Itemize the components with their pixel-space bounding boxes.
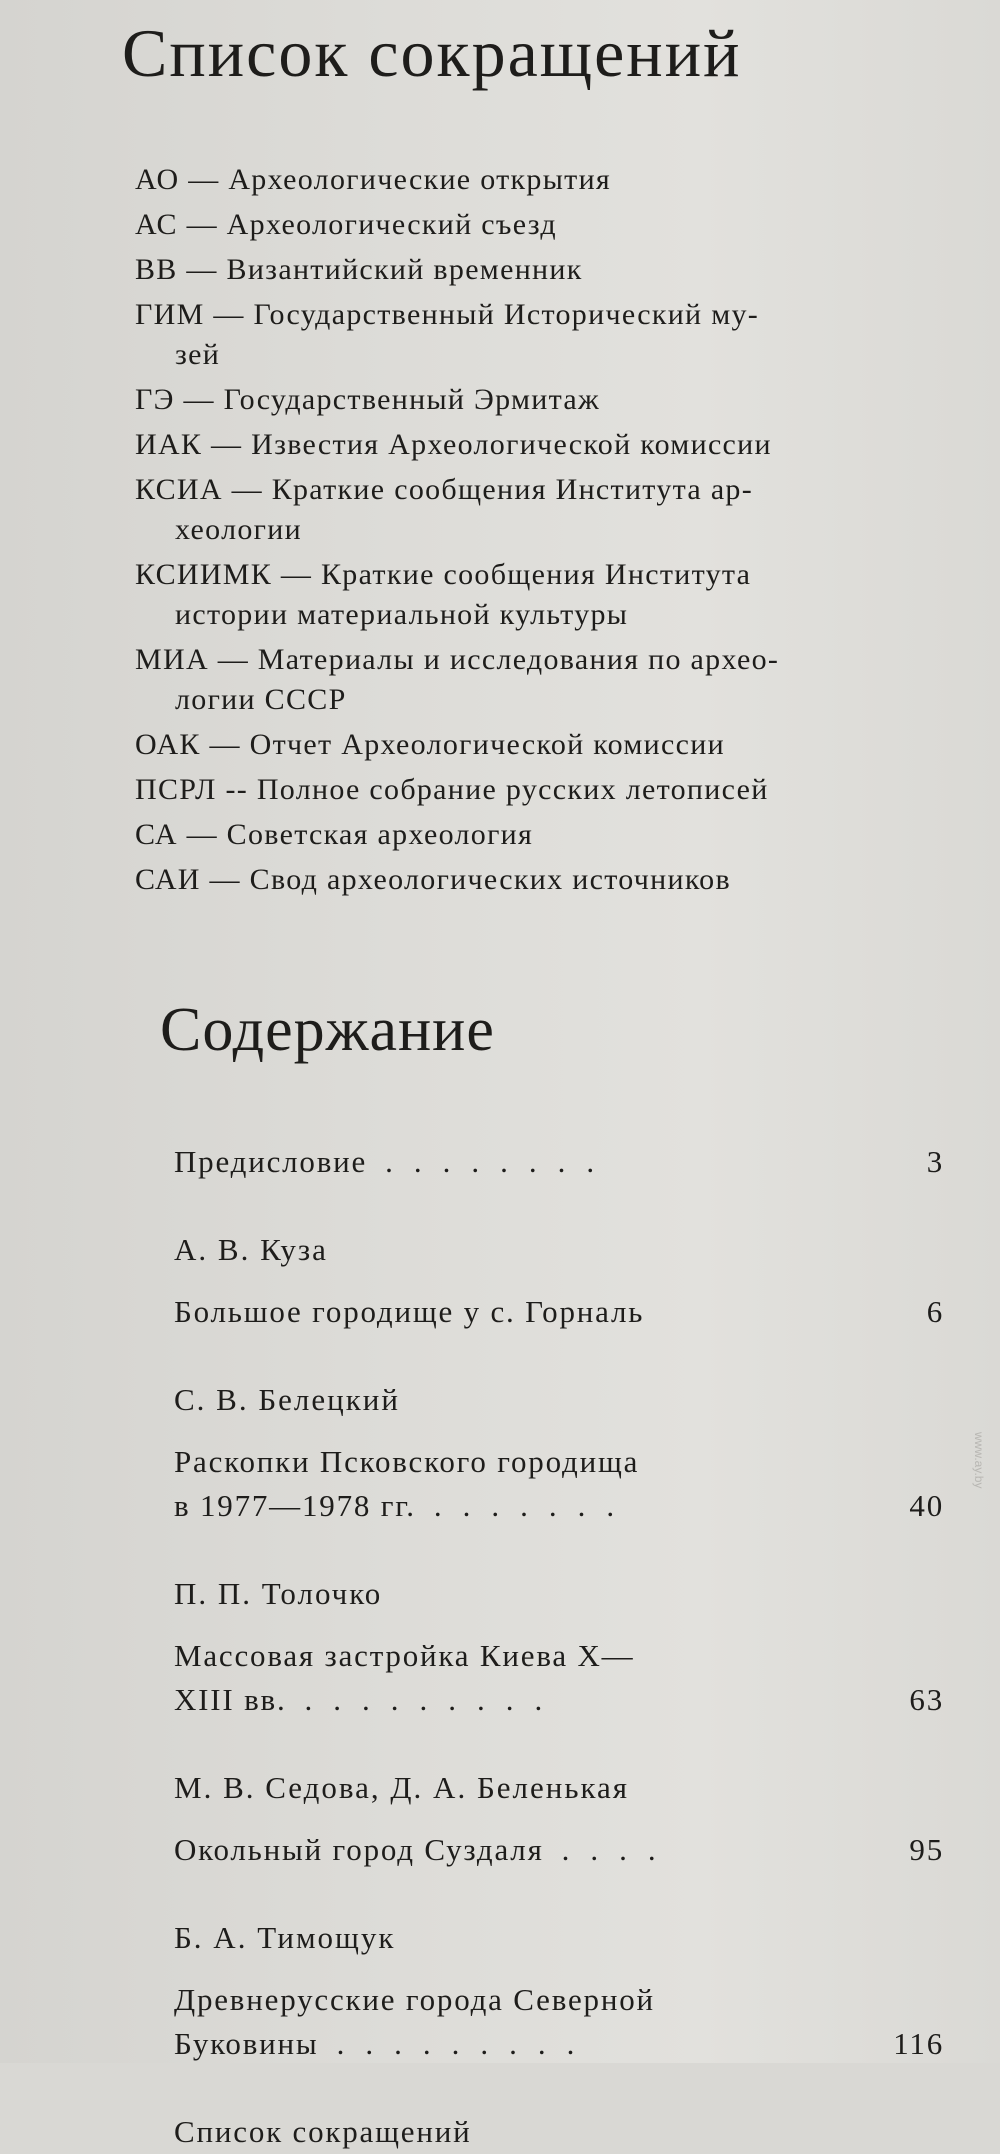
contents-heading: Содержание [160, 996, 495, 1064]
toc-entry [174, 1228, 944, 1334]
page-number: 3 [926, 1144, 944, 1179]
toc-entry-title: XIII вв. [174, 1682, 287, 1717]
table-of-contents [174, 1140, 944, 2154]
watermark: www.ay.by [972, 1432, 986, 1489]
abbreviation-text: ГЭ — Государственный Эрмитаж [135, 383, 601, 416]
abbreviation-item [135, 160, 935, 200]
abbreviation-item [135, 555, 935, 635]
abbreviation-item [135, 295, 935, 375]
abbreviation-text: МИА — Материалы и исследования по архео- [135, 643, 780, 676]
toc-entry-title: Большое городище у с. Горналь [174, 1294, 645, 1329]
abbreviation-continuation: истории материальной культуры [175, 598, 629, 631]
abbreviation-text: ОАК — Отчет Археологической комиссии [135, 728, 725, 761]
abbreviation-continuation: хеологии [175, 513, 302, 546]
abbreviation-text: КСИИМК — Краткие сообщения Института [135, 558, 752, 591]
leader-dots: ......... [304, 1682, 564, 1717]
toc-entry-title: Буковины [174, 2026, 319, 2061]
abbreviation-item [135, 380, 935, 420]
toc-entry-title-line [174, 2110, 944, 2154]
page-number: 116 [893, 2026, 944, 2061]
toc-entry-title: Древнерусские города Северной [174, 1982, 655, 2017]
toc-entry-title: Раскопки Псковского городища [174, 1444, 640, 1479]
abbreviation-text: ПСРЛ -- Полное собрание русских летописей [135, 773, 769, 806]
abbreviation-text: САИ — Свод археологических источников [135, 863, 731, 896]
abbreviation-item [135, 425, 935, 465]
toc-entry-title-line [174, 1290, 944, 1334]
abbreviation-text: АС — Археологический съезд [135, 208, 557, 241]
leader-dots: ......... [336, 2026, 596, 2061]
toc-entry-author: С. В. Белецкий [174, 1382, 400, 1417]
abbreviation-continuation: логии СССР [175, 683, 347, 716]
abbreviation-item [135, 470, 935, 550]
toc-entry-title: Предисловие [174, 1144, 368, 1179]
toc-entry-title: Список сокращений [174, 2114, 472, 2149]
abbreviation-text: ИАК — Известия Археологической комиссии [135, 428, 772, 461]
abbreviations-heading: Список сокращений [122, 15, 742, 91]
abbreviation-text: ГИМ — Государственный Исторический му- [135, 298, 760, 331]
toc-entry-title: в 1977—1978 гг. [174, 1488, 416, 1523]
abbreviation-text: КСИА — Краткие сообщения Института ар- [135, 473, 754, 506]
toc-entry-title-line [174, 1440, 944, 1484]
page-number: 63 [909, 1682, 944, 1717]
abbreviation-item [135, 770, 935, 810]
abbreviation-continuation: зей [175, 338, 221, 371]
toc-preface [174, 1140, 944, 1184]
toc-entry-author: Б. А. Тимощук [174, 1920, 396, 1955]
abbreviation-text: СА — Советская археология [135, 818, 534, 851]
page-number: 6 [926, 1294, 944, 1329]
leader-dots: .... [561, 1832, 677, 1867]
abbreviation-item [135, 860, 935, 900]
abbreviation-text: АО — Археологические открытия [135, 163, 612, 196]
toc-entry-title-line [174, 1828, 944, 1872]
toc-entry-title: Массовая застройка Киева X— [174, 1638, 635, 1673]
toc-entry-author: М. В. Седова, Д. А. Беленькая [174, 1770, 630, 1805]
page-number: 40 [909, 1488, 944, 1523]
toc-entry-author: П. П. Толочко [174, 1576, 383, 1611]
abbreviation-item [135, 250, 935, 290]
toc-entry-title-line [174, 1678, 944, 1722]
toc-entry [174, 1766, 944, 1872]
toc-entry-title-line [174, 1634, 944, 1678]
toc-entry [174, 2110, 944, 2154]
abbreviation-text: ВВ — Византийский временник [135, 253, 583, 286]
abbreviation-item [135, 640, 935, 720]
toc-entry-title: Окольный город Суздаля [174, 1832, 544, 1867]
page-number: 95 [909, 1832, 944, 1867]
toc-entry [174, 1378, 944, 1528]
abbreviation-item [135, 815, 935, 855]
leader-dots: ........ [385, 1144, 616, 1179]
toc-entry-author: А. В. Куза [174, 1232, 328, 1267]
abbreviations-list [135, 160, 935, 905]
leader-dots: ....... [433, 1488, 636, 1523]
toc-entry-title-line [174, 1978, 944, 2022]
abbreviation-item [135, 725, 935, 765]
toc-entry [174, 1572, 944, 1722]
abbreviation-item [135, 205, 935, 245]
toc-entry-title-line [174, 1484, 944, 1528]
toc-entry-title-line [174, 2022, 944, 2066]
toc-entry [174, 1916, 944, 2066]
